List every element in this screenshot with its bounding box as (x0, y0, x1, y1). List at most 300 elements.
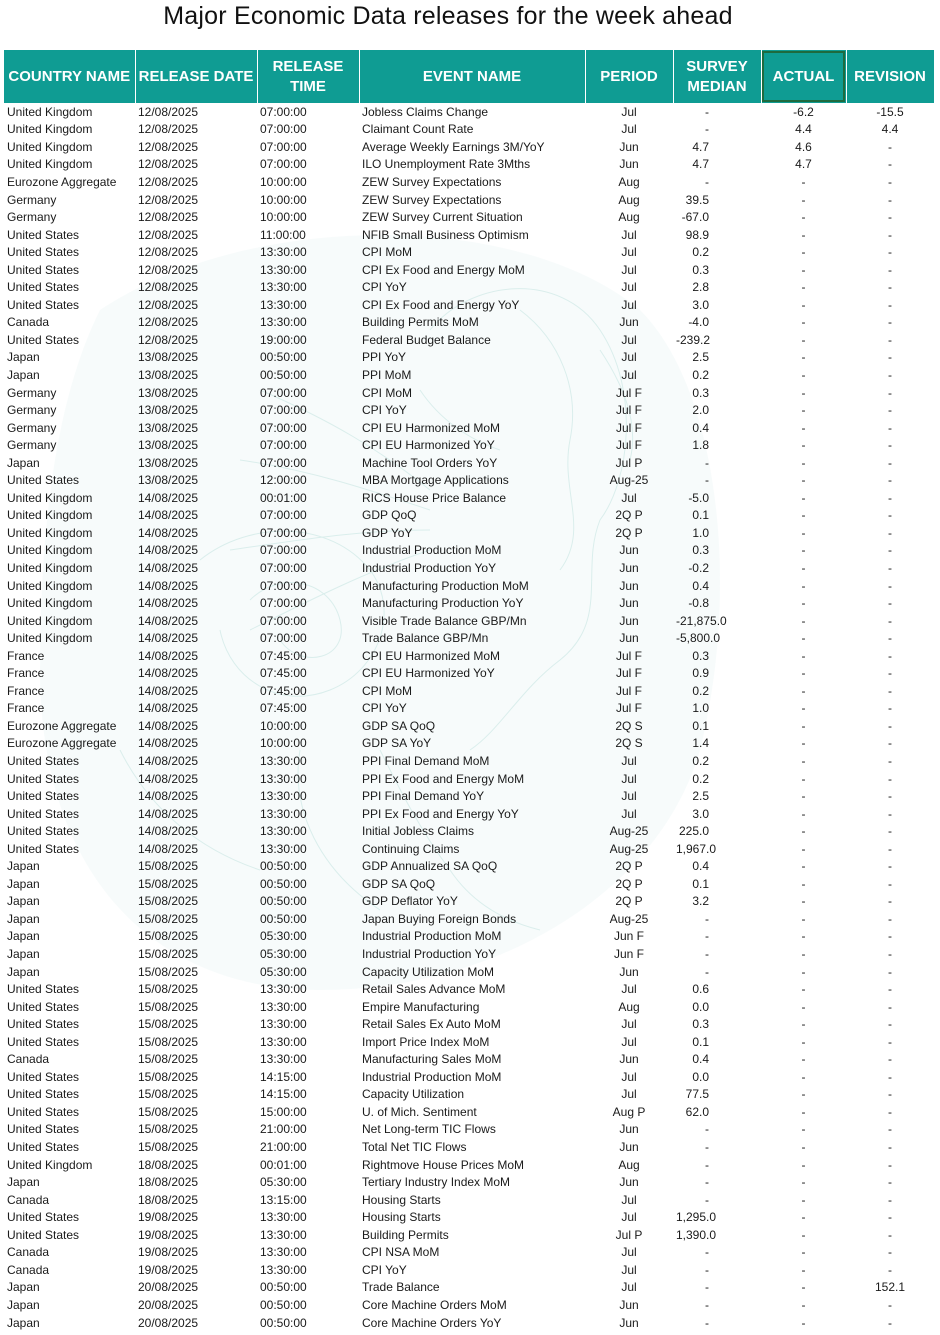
period-cell: Jun (619, 631, 639, 646)
actual-cell: - (801, 1087, 806, 1102)
release-date-cell: 12/08/2025 (138, 332, 199, 347)
release-time-cell: 07:00:00 (260, 385, 307, 400)
country-cell: United States (7, 1104, 80, 1119)
table-row[interactable] (4, 542, 934, 560)
release-time-cell: 05:30:00 (260, 929, 307, 944)
col-header-release-time[interactable]: RELEASE TIME (257, 50, 359, 103)
release-time-cell: 07:00:00 (260, 631, 307, 646)
survey-median-cell: 0.2 (692, 683, 709, 698)
country-cell: United Kingdom (7, 525, 93, 540)
revision-cell: - (888, 929, 892, 944)
actual-cell: - (801, 648, 806, 663)
table-row[interactable] (4, 910, 934, 928)
event-name-cell: RICS House Price Balance (362, 490, 507, 505)
table-row[interactable] (4, 963, 934, 981)
country-cell: Japan (7, 894, 40, 909)
revision-cell: - (888, 824, 892, 839)
actual-cell: - (801, 245, 806, 260)
table-row[interactable] (4, 928, 934, 946)
release-time-cell: 10:00:00 (260, 718, 307, 733)
table-row[interactable] (4, 559, 934, 577)
table-row[interactable] (4, 1015, 934, 1033)
country-cell: United States (7, 1069, 80, 1084)
event-name-cell: GDP YoY (362, 525, 413, 540)
survey-median-cell: - (705, 1140, 709, 1155)
revision-cell: - (888, 157, 892, 172)
actual-cell: - (801, 490, 806, 505)
survey-median-cell: 1,967.0 (676, 841, 717, 856)
release-date-cell: 14/08/2025 (138, 718, 199, 733)
table-row[interactable] (4, 401, 934, 419)
revision-cell: - (888, 1140, 892, 1155)
period-cell: Jul (621, 754, 637, 768)
table-row[interactable] (4, 1051, 934, 1069)
col-header-country[interactable]: COUNTRY NAME (4, 50, 135, 103)
table-row[interactable] (4, 822, 934, 840)
actual-cell: - (801, 911, 806, 926)
survey-median-cell: 0.1 (692, 508, 709, 523)
revision-cell: - (888, 1122, 892, 1137)
survey-median-cell: 0.1 (692, 876, 709, 891)
country-cell: United Kingdom (7, 104, 93, 119)
actual-cell: - (801, 859, 806, 874)
revision-cell: - (888, 315, 892, 330)
table-row[interactable] (4, 1156, 934, 1174)
period-cell: 2Q P (615, 876, 643, 891)
release-date-cell: 13/08/2025 (138, 403, 199, 418)
actual-cell: - (801, 789, 806, 804)
event-name-cell: Machine Tool Orders YoY (362, 455, 498, 470)
event-name-cell: PPI MoM (362, 367, 412, 382)
period-cell: Jun (619, 1175, 639, 1190)
period-cell: Jul (621, 280, 637, 295)
table-row[interactable] (4, 1138, 934, 1156)
table-row[interactable] (4, 1244, 934, 1262)
period-cell: Jul (621, 771, 637, 786)
country-cell: United States (7, 280, 80, 295)
revision-cell: - (888, 1175, 892, 1190)
country-cell: United States (7, 771, 80, 786)
period-cell: 2Q P (615, 894, 643, 909)
table-row[interactable] (4, 226, 934, 244)
event-name-cell: PPI YoY (362, 350, 407, 365)
period-cell: Aug P (612, 1104, 646, 1119)
col-header-actual[interactable]: ACTUAL (761, 50, 846, 103)
actual-cell: - (801, 736, 806, 751)
release-time-cell: 07:00:00 (260, 455, 307, 470)
survey-median-cell: 0.2 (692, 245, 709, 260)
event-name-cell: CPI MoM (362, 683, 413, 698)
period-cell: Jul F (615, 403, 642, 418)
col-header-release-date[interactable]: RELEASE DATE (135, 50, 257, 103)
release-date-cell: 15/08/2025 (138, 1104, 199, 1119)
event-name-cell: PPI Final Demand YoY (362, 789, 485, 804)
table-row[interactable] (4, 893, 934, 911)
release-time-cell: 05:30:00 (260, 964, 307, 979)
period-cell: Jun (619, 139, 639, 154)
release-date-cell: 13/08/2025 (138, 473, 199, 488)
country-cell: United Kingdom (7, 613, 93, 628)
survey-median-cell: - (705, 947, 709, 962)
table-row[interactable] (4, 173, 934, 191)
actual-cell: - (801, 666, 806, 681)
period-cell: Jul P (615, 1227, 643, 1242)
period-cell: Jul (621, 122, 637, 137)
survey-median-cell: 0.4 (692, 578, 709, 593)
release-date-cell: 12/08/2025 (138, 192, 199, 207)
event-name-cell: Core Machine Orders MoM (362, 1297, 507, 1312)
period-cell: Jul (621, 982, 637, 997)
event-name-cell: Manufacturing Sales MoM (362, 1052, 502, 1067)
survey-median-cell: - (705, 1297, 709, 1312)
survey-median-cell: - (705, 1175, 709, 1190)
event-name-cell: Housing Starts (362, 1192, 441, 1207)
survey-median-cell: 4.7 (692, 157, 709, 172)
period-cell: Jul (621, 227, 637, 242)
period-cell: Jul (621, 1087, 637, 1102)
table-row[interactable] (4, 1173, 934, 1191)
event-name-cell: Trade Balance (362, 1280, 440, 1295)
release-date-cell: 13/08/2025 (138, 367, 199, 382)
table-row[interactable] (4, 577, 934, 595)
event-name-cell: CPI Ex Food and Energy YoY (362, 297, 520, 312)
actual-cell: - (801, 1175, 806, 1190)
actual-cell: - (801, 438, 806, 453)
table-row[interactable] (4, 665, 934, 683)
release-time-cell: 10:00:00 (260, 174, 307, 189)
col-header-survey-median[interactable]: SURVEY MEDIAN (673, 50, 761, 103)
period-cell: Jun (619, 964, 639, 979)
revision-cell: - (888, 139, 892, 154)
period-cell: Jul (621, 367, 637, 382)
release-time-cell: 10:00:00 (260, 736, 307, 751)
table-row[interactable] (4, 682, 934, 700)
release-date-cell: 15/08/2025 (138, 1140, 199, 1155)
actual-cell: - (801, 350, 806, 365)
survey-median-cell: 0.0 (692, 999, 709, 1014)
table-row[interactable] (4, 366, 934, 384)
country-cell: Germany (7, 385, 57, 400)
table-row[interactable] (4, 436, 934, 454)
table-row[interactable] (4, 840, 934, 858)
release-date-cell: 15/08/2025 (138, 1122, 199, 1137)
table-row[interactable] (4, 945, 934, 963)
period-cell: Jun (619, 1122, 639, 1137)
survey-median-cell: 0.4 (692, 1052, 709, 1067)
table-row[interactable] (4, 208, 934, 226)
release-date-cell: 14/08/2025 (138, 508, 199, 523)
actual-cell: - (801, 543, 806, 558)
table-row[interactable] (4, 296, 934, 314)
event-name-cell: CPI Ex Food and Energy MoM (362, 262, 525, 277)
survey-median-cell: 0.3 (692, 543, 709, 558)
col-header-event-name[interactable]: EVENT NAME (359, 50, 585, 103)
table-row[interactable] (4, 787, 934, 805)
period-cell: Aug-25 (609, 824, 649, 839)
table-row[interactable] (4, 278, 934, 296)
revision-cell: -15.5 (876, 104, 904, 119)
revision-cell: - (888, 332, 892, 347)
table-row[interactable] (4, 735, 934, 753)
revision-cell: - (888, 210, 892, 225)
survey-median-cell: -5.0 (688, 490, 709, 505)
event-name-cell: Federal Budget Balance (362, 332, 491, 347)
event-name-cell: CPI EU Harmonized MoM (362, 420, 501, 435)
country-cell: Canada (7, 315, 50, 330)
release-time-cell: 00:50:00 (260, 1280, 307, 1295)
release-time-cell: 07:45:00 (260, 648, 307, 663)
table-row[interactable] (4, 1296, 934, 1314)
table-row[interactable] (4, 594, 934, 612)
survey-median-cell: 0.2 (692, 367, 709, 382)
table-row[interactable] (4, 349, 934, 367)
release-date-cell: 14/08/2025 (138, 754, 199, 768)
table-row[interactable] (4, 1314, 934, 1332)
revision-cell: - (888, 1017, 892, 1032)
table-row[interactable] (4, 454, 934, 472)
country-cell: Canada (7, 1262, 50, 1277)
release-time-cell: 13:30:00 (260, 806, 307, 821)
country-cell: United States (7, 1140, 80, 1155)
period-cell: 2Q P (615, 508, 643, 523)
revision-cell: - (888, 227, 892, 242)
release-date-cell: 14/08/2025 (138, 841, 199, 856)
survey-median-cell: -0.8 (688, 596, 709, 611)
survey-median-cell: 3.0 (692, 806, 709, 821)
actual-cell: 4.4 (795, 122, 812, 137)
event-name-cell: GDP SA QoQ (362, 876, 436, 891)
revision-cell: - (888, 455, 892, 470)
table-row[interactable] (4, 419, 934, 437)
actual-cell: - (801, 1034, 806, 1049)
revision-cell: - (888, 859, 892, 874)
country-cell: Eurozone Aggregate (7, 718, 117, 733)
table-row[interactable] (4, 717, 934, 735)
table-row[interactable] (4, 1226, 934, 1244)
actual-cell: - (801, 1192, 806, 1207)
table-row[interactable] (4, 1121, 934, 1139)
actual-cell: - (801, 771, 806, 786)
release-date-cell: 15/08/2025 (138, 1017, 199, 1032)
event-name-cell: Manufacturing Production YoY (362, 596, 524, 611)
country-cell: Eurozone Aggregate (7, 736, 117, 751)
table-row[interactable] (4, 243, 934, 261)
table-row[interactable] (4, 1033, 934, 1051)
actual-cell: - (801, 525, 806, 540)
event-name-cell: Net Long-term TIC Flows (362, 1122, 496, 1137)
table-row[interactable] (4, 752, 934, 770)
table-row[interactable] (4, 191, 934, 209)
survey-median-cell: 0.2 (692, 771, 709, 786)
table-row[interactable] (4, 647, 934, 665)
revision-cell: - (888, 806, 892, 821)
actual-cell: - (801, 1104, 806, 1119)
country-cell: United States (7, 1017, 80, 1032)
country-cell: United Kingdom (7, 122, 93, 137)
actual-cell: - (801, 455, 806, 470)
period-cell: Jun (619, 1052, 639, 1067)
period-cell: 2Q P (615, 525, 643, 540)
country-cell: United Kingdom (7, 631, 93, 646)
table-row[interactable] (4, 384, 934, 402)
event-name-cell: CPI NSA MoM (362, 1245, 440, 1260)
release-time-cell: 00:50:00 (260, 1315, 307, 1330)
actual-cell: - (801, 1140, 806, 1155)
table-row[interactable] (4, 314, 934, 332)
event-name-cell: Retail Sales Advance MoM (362, 982, 506, 997)
actual-cell: - (801, 367, 806, 382)
revision-cell: - (888, 631, 892, 646)
survey-median-cell: 1.0 (692, 701, 709, 716)
table-row[interactable] (4, 980, 934, 998)
country-cell: United Kingdom (7, 560, 93, 575)
release-time-cell: 07:45:00 (260, 666, 307, 681)
table-row[interactable] (4, 103, 934, 121)
table-row[interactable] (4, 700, 934, 718)
release-date-cell: 14/08/2025 (138, 596, 199, 611)
revision-cell: - (888, 911, 892, 926)
release-time-cell: 07:00:00 (260, 508, 307, 523)
country-cell: United States (7, 1122, 80, 1137)
release-time-cell: 00:50:00 (260, 911, 307, 926)
revision-cell: - (888, 350, 892, 365)
event-name-cell: CPI YoY (362, 701, 407, 716)
country-cell: France (7, 666, 45, 681)
table-row[interactable] (4, 875, 934, 893)
table-row[interactable] (4, 770, 934, 788)
country-cell: United States (7, 332, 80, 347)
release-date-cell: 15/08/2025 (138, 911, 199, 926)
survey-median-cell: 0.3 (692, 262, 709, 277)
table-row[interactable] (4, 489, 934, 507)
event-name-cell: ZEW Survey Expectations (362, 174, 502, 189)
country-cell: United Kingdom (7, 543, 93, 558)
revision-cell: - (888, 1087, 892, 1102)
revision-cell: - (888, 367, 892, 382)
period-cell: Jun (619, 1297, 639, 1312)
event-name-cell: Claimant Count Rate (362, 122, 474, 137)
event-name-cell: CPI YoY (362, 280, 407, 295)
event-name-cell: ILO Unemployment Rate 3Mths (362, 157, 531, 172)
table-row[interactable] (4, 1279, 934, 1297)
country-cell: United States (7, 982, 80, 997)
survey-median-cell: 2.0 (692, 403, 709, 418)
table-row[interactable] (4, 471, 934, 489)
col-header-period[interactable]: PERIOD (585, 50, 673, 103)
actual-cell: - (801, 806, 806, 821)
period-cell: 2Q P (615, 859, 643, 874)
table-row[interactable] (4, 331, 934, 349)
release-date-cell: 12/08/2025 (138, 227, 199, 242)
survey-median-cell: 1.8 (692, 438, 709, 453)
release-time-cell: 05:30:00 (260, 1175, 307, 1190)
survey-median-cell: 0.4 (692, 420, 709, 435)
period-cell: 2Q S (615, 736, 643, 751)
revision-cell: - (888, 876, 892, 891)
revision-cell: - (888, 438, 892, 453)
event-name-cell: GDP Deflator YoY (362, 894, 458, 909)
release-date-cell: 14/08/2025 (138, 806, 199, 821)
survey-median-cell: - (705, 122, 709, 137)
actual-cell: - (801, 1297, 806, 1312)
actual-cell: - (801, 683, 806, 698)
country-cell: United States (7, 789, 80, 804)
revision-cell: - (888, 192, 892, 207)
survey-median-cell: -239.2 (676, 332, 711, 347)
survey-median-cell: - (705, 1245, 709, 1260)
country-cell: Germany (7, 210, 57, 225)
period-cell: Jul (621, 1280, 637, 1295)
release-time-cell: 05:30:00 (260, 947, 307, 962)
country-cell: Canada (7, 1245, 50, 1260)
table-row[interactable] (4, 858, 934, 876)
release-date-cell: 15/08/2025 (138, 1087, 199, 1102)
table-row[interactable] (4, 1068, 934, 1086)
country-cell: United Kingdom (7, 490, 93, 505)
country-cell: France (7, 648, 45, 663)
table-row[interactable] (4, 612, 934, 630)
table-row[interactable] (4, 629, 934, 647)
revision-cell: - (888, 420, 892, 435)
table-row[interactable] (4, 1191, 934, 1209)
period-cell: Jun (619, 613, 639, 628)
col-header-revision[interactable]: REVISION (846, 50, 934, 103)
table-row[interactable] (4, 1261, 934, 1279)
survey-median-cell: 4.7 (692, 139, 709, 154)
table-row[interactable] (4, 1086, 934, 1104)
table-row[interactable] (4, 805, 934, 823)
event-name-cell: Industrial Production YoY (362, 560, 497, 575)
release-time-cell: 13:30:00 (260, 1210, 307, 1225)
release-date-cell: 12/08/2025 (138, 157, 199, 172)
event-name-cell: CPI MoM (362, 385, 413, 400)
revision-cell: - (888, 1245, 892, 1260)
table-row[interactable] (4, 507, 934, 525)
country-cell: Japan (7, 367, 40, 382)
revision-cell: - (888, 701, 892, 716)
survey-median-cell: - (705, 1157, 709, 1172)
revision-cell: - (888, 964, 892, 979)
release-date-cell: 15/08/2025 (138, 1052, 199, 1067)
event-name-cell: CPI EU Harmonized YoY (362, 438, 495, 453)
event-name-cell: CPI YoY (362, 403, 407, 418)
actual-cell: - (801, 210, 806, 225)
event-name-cell: Industrial Production MoM (362, 1069, 502, 1084)
table-row[interactable] (4, 1208, 934, 1226)
actual-cell: - (801, 1315, 806, 1330)
table-row[interactable] (4, 998, 934, 1016)
release-date-cell: 14/08/2025 (138, 525, 199, 540)
survey-median-cell: - (705, 104, 709, 119)
period-cell: Jul (621, 245, 637, 260)
table-row[interactable] (4, 156, 934, 174)
survey-median-cell: - (705, 1315, 709, 1330)
table-row[interactable] (4, 121, 934, 139)
actual-cell: - (801, 947, 806, 962)
table-row[interactable] (4, 1103, 934, 1121)
revision-cell: - (888, 999, 892, 1014)
release-date-cell: 14/08/2025 (138, 701, 199, 716)
country-cell: United States (7, 227, 80, 242)
actual-cell: - (801, 754, 806, 768)
actual-cell: -6.2 (793, 104, 814, 119)
survey-median-cell: - (705, 1280, 709, 1295)
table-row[interactable] (4, 524, 934, 542)
table-row[interactable] (4, 261, 934, 279)
release-time-cell: 13:15:00 (260, 1192, 307, 1207)
table-row[interactable] (4, 138, 934, 156)
survey-median-cell: 1.4 (692, 736, 709, 751)
